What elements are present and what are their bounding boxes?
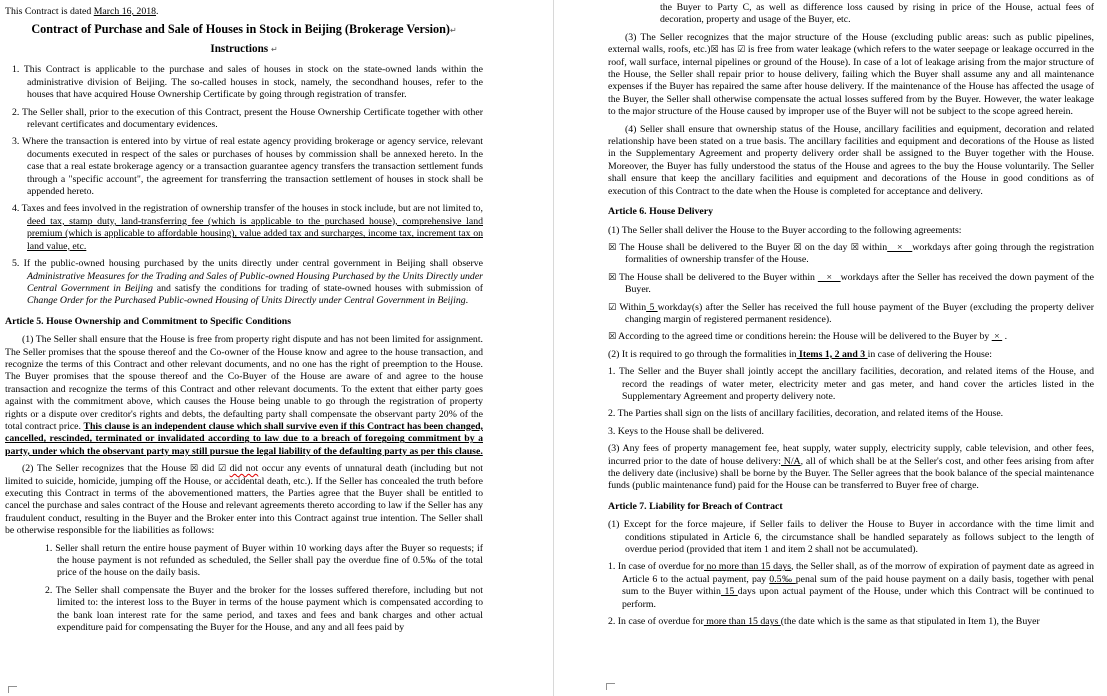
paragraph-return-mark: ↵	[449, 26, 457, 36]
article-5-paragraph-4: (4) Seller shall ensure that ownership status of the House, ancillary facilities and equipment, decoration and related relationship have been stated on a true basis. The ancillary facilities and equipment and decorations of the House as listed in the Supplementary Agreement and property delivery order shall be assigned to the Buyer together with the House. Moreover, the Buyer has fully understood the status of the House and agrees to the buy the House voluntarily. The Seller shall ensure that keep the ancillary facilities and equipment and decorations of the House in good conditions as of execution of this Contract to the date when the House is completed for acceptance and delivery.	[608, 123, 1094, 197]
article-6-formality-item-1: 1. The Seller and the Buyer shall jointly accept the ancillary facilities, decoration, and related items of the House, and record the readings of water meter, electricity meter and gas meter, and hand cover the articles listed in the Supplementary Agreement and property delivery note.	[608, 366, 1094, 402]
article-6-formality-item-2: 2. The Parties shall sign on the lists of ancillary facilities, decoration, and related items of the House.	[608, 408, 1004, 420]
article-5-item-2-continuation: the Buyer to Party C, as well as difference loss caused by rising in price of the House, actual fees of decoration, property and usage of the Buyer, etc.	[660, 2, 1094, 26]
article-5-liability-item-2: 2. The Seller shall compensate the Buyer and the broker for the losses suffered therefore, including but not limited to: the interest loss to the Buyer in terms of the house payment which is compensated according to the bank loan interest rate for the same period, and taxes and fees and bank charges and other actual expenditure paid for compensating the Buyer for the House, and any and all fees paid by	[45, 584, 483, 634]
document-title: Contract of Purchase and Sale of Houses in Stock in Beijing (Brokerage Version)↵	[31, 22, 457, 37]
instruction-3: 3. Where the transaction is entered into by virtue of real estate agency providing brokerage or agency service, relevant documents executed in respect of the sales or purchases of houses by commission shall be annexed hereto. In the case that a real estate brokerage agency or a transaction guarantee agency transfers the transaction settlement funds through a "specific account", the agreement for transferring the transaction settlement of houses in stock shall be appended hereto.	[12, 136, 483, 198]
contract-date-line: This Contract is dated March 16, 2018.	[5, 6, 159, 17]
article-6-formality-item-3: 3. Keys to the House shall be delivered.	[608, 425, 764, 437]
article-7-paragraph-1: (1) Except for the force majeure, if Seller fails to deliver the House to Buyer in accordance with the time limit and conditions stipulated in Article 6, the circumstance shall be handled separately as follows subject to the length of overdue period (provided that item 1 and item 2 shall not be accumulated).	[608, 519, 1094, 556]
delivery-option-3: ☑ Within 5 workday(s) after the Seller has received the full house payment of the Buyer (excluding the property deliver changing margin of registered permanent residence).	[608, 301, 1095, 325]
article-5-paragraph-1: (1) The Seller shall ensure that the House is free from property right dispute and has not been limited for assignment. The Seller promises that the spouse thereof and the Co-owner of the House know and agree to the house transaction, and recognize the terms of this Contract and other relevant documents, and no one has the right of preemption to the House. The Buyer promises that the spouse thereof and the Co-Buyer of the House are aware of and agree to the house transaction and recognize the terms of this Contract and other relevant documents. To the extent that either party goes against with the commitment above, which causes the House being unable to go through the registration of property rights or a dispute over creditor's rights and debts, the defaulting party shall compensate the observant party 20% of the total contract price. This clause is an independent clause which shall survive even if this Contract has been changed, cancelled, rescinded, terminated or invalidated according to law due to a breach of foregoing commitment by a party, under which the observant party may still pursue the legal liability of the defaulting party as per this clause.	[5, 334, 483, 457]
instruction-5: 5. If the public-owned housing purchased by the units directly under central government in Beijing shall observe Administrative Measures for the Trading and Sales of Public-owned Housing Purchased by the Units Directly under Central Government in Beijing and satisfy the conditions for trading of state-owned houses with submission of Change Order for the Purchased Public-owned Housing of Units Directly under Central Government in Beijing.	[12, 258, 483, 307]
article-5-paragraph-3: (3) The Seller recognizes that the major structure of the House (excluding public areas: such as public pipelines, external walls, roofs, etc.)☒ has ☑ is free from water leakage (which refers to the water seepage or leakage occurred in the roof, wall surface, internal pipelines or ground of the House). In case of a lot of leakage arising from the major structure of the House, the Seller shall repair prior to house delivery, failing which the Buyer shall assume any and all maintenance expenses if the Buyer has repaired the same after house delivery. If the maintenance of the House has affected the usage of the Buyer, the Seller shall otherwise compensate the actual losses suffered from by the Buyer. However, the water leakage to the major structure of the House caused by improper use of the Buyer will not be subject to the scope agreed herein.	[608, 31, 1094, 118]
checkbox-icon: ☒	[850, 241, 859, 253]
article-7-heading: Article 7. Liability for Breach of Contract	[608, 500, 783, 512]
checkbox-icon: ☑	[217, 463, 227, 475]
delivery-option-2: ☒ The House shall be delivered to the Buyer within × workdays after the Seller has received the down payment of the Buyer.	[608, 271, 1094, 296]
text-boundary-mark	[606, 683, 615, 690]
article-6-heading: Article 6. House Delivery	[608, 206, 714, 218]
instruction-2: 2. The Seller shall, prior to the execution of this Contract, present the House Ownership Certificate together with other relevant certificates and documentary evidences.	[12, 106, 483, 131]
page-2[interactable]	[554, 0, 1107, 696]
paragraph-return-mark: ↵	[270, 45, 278, 55]
article-7-overdue-item-2: 2. In case of overdue for more than 15 days (the date which is the same as that stipulated in Item 1), the Buyer	[608, 616, 1040, 628]
checkbox-icon: ☒	[608, 241, 617, 253]
article-5-liability-item-1: 1. Seller shall return the entire house payment of Buyer within 10 working days after the Buyer so requests; if the house payment is not refunded as scheduled, the Seller shall pay the overdue fine of 0.5‰ of the total price of the house on the daily basis.	[45, 542, 483, 579]
delivery-option-1: ☒ The House shall be delivered to the Buyer ☒ on the day ☒ within × workdays after going through the registration formalities of ownership transfer of the House.	[608, 241, 1094, 266]
article-5-heading: Article 5. House Ownership and Commitment to Specific Conditions	[5, 315, 292, 327]
checkbox-icon: ☒	[608, 271, 617, 283]
checkbox-icon: ☑	[608, 301, 617, 313]
instruction-4: 4. Taxes and fees involved in the registration of ownership transfer of the houses in stock include, but are not limited to, deed tax, stamp duty, land-transferring fee (which is applicable to the purchased house), comprehensive land premium (which is applicable to affordable housing), value added tax and surcharges, income tax, increment tax on land value, etc.	[12, 203, 483, 252]
checkbox-icon: ☒	[189, 463, 199, 475]
article-6-paragraph-3: (3) Any fees of property management fee, heat supply, water supply, electricity supply, cable television, and other fees, incurred prior to the date of house delivery: N/A, all of which shall be at the Seller's cost, and other fees arising from after the delivery date (inclusive) shall be borne by the Buyer. The Seller agrees that the book balance of the special maintenance funds (public maintenance fund) paid for the House can be transferred to Buyer free of charge.	[608, 443, 1094, 492]
article-6-paragraph-2: (2) It is required to go through the formalities in Items 1, 2 and 3 in case of delivering the House:	[608, 348, 992, 360]
delivery-option-4: ☒ According to the agreed time or conditions herein: the House will be delivered to the Buyer by × .	[608, 331, 1008, 343]
page-1[interactable]	[0, 0, 553, 696]
instructions-heading: Instructions ↵	[210, 43, 278, 56]
checkbox-icon: ☒	[793, 241, 802, 253]
checkbox-icon: ☒	[710, 44, 719, 56]
instruction-1: 1. This Contract is applicable to the purchase and sales of houses in stock on the state-owned lands within the administrative division of Beijing. The so-called houses in stock, namely, the secondhand houses, refer to the houses that have acquired House Ownership Certificate by going through registration of transfer.	[12, 64, 483, 101]
checkbox-icon: ☒	[608, 331, 617, 343]
checkbox-icon: ☑	[736, 44, 746, 56]
article-7-overdue-item-1: 1. In case of overdue for no more than 15 days, the Seller shall, as of the morrow of expiration of payment date as agreed in Article 6 to the actual payment, pay 0.5‰ penal sum of the paid house payment on a daily basis, together with penal sum to the Buyer within 15 days upon actual payment of the House, under which this Contract will be continued to perform.	[608, 561, 1095, 610]
article-6-paragraph-1: (1) The Seller shall deliver the House to the Buyer according to the following agreements:	[608, 224, 962, 236]
article-5-paragraph-2: (2) The Seller recognizes that the House ☒ did ☑ did not occur any events of unnatural death (including but not limited to suicide, homicide, jumping off the House, or accidental death, etc.). If the Seller has concealed the truth before executing this Contract in terms of the abovementioned matters, the Parties agree that the Buyer shall be entitled to cancel the purchase and sales contract of the House and relevant agreements thereto according to law if the Seller has any fraudulent conduct, resulting in the Buyer and the Broker enter into this Contract against true intention. The Seller shall be otherwise responsible for the liabilities as follows:	[5, 463, 483, 537]
text-boundary-mark	[8, 686, 17, 693]
